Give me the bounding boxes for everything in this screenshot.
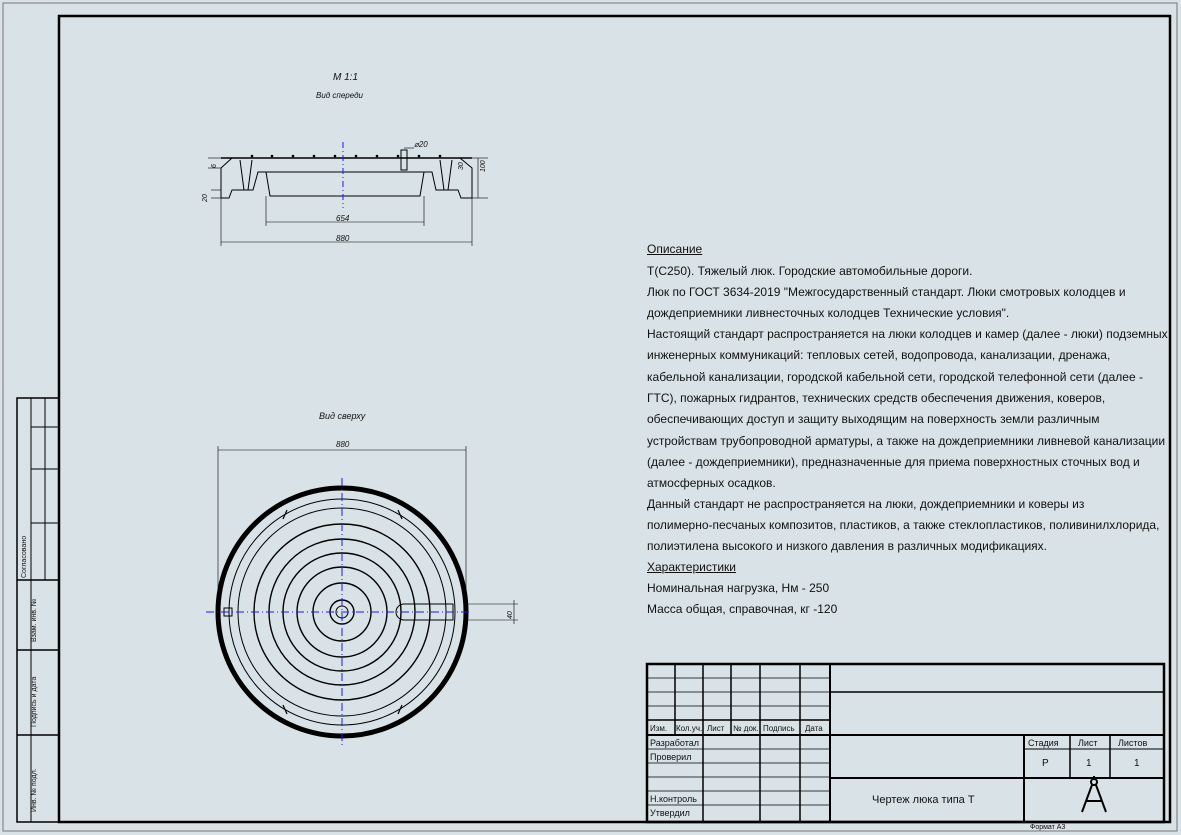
dim-h3: 20 xyxy=(202,194,209,202)
stage-label: Стадия xyxy=(1028,738,1059,748)
characteristic-line: Номинальная нагрузка, Нм - 250 xyxy=(647,581,830,595)
characteristics-heading: Характеристики xyxy=(647,560,736,574)
description-line: дождеприемники ливнесточных колодцев Технические условия". xyxy=(647,306,1010,320)
dim-hole: ⌀20 xyxy=(414,140,428,149)
description-line: кабельной канализации, городской кабельной сети, городской телефонной сети (далее - xyxy=(647,370,1143,384)
section-view xyxy=(208,148,488,246)
description-line: атмосферных осадков. xyxy=(647,476,776,490)
section-view-caption: Вид спереди xyxy=(316,91,363,100)
col-header-list: Лист xyxy=(707,724,725,733)
role-approver: Утвердил xyxy=(650,808,690,818)
description-line: полиэтилена высокого и низкого давления в различных модификациях. xyxy=(647,539,1048,553)
role-norm-control: Н.контроль xyxy=(650,794,697,804)
col-header-signature: Подпись xyxy=(763,724,795,733)
dim-height: 100 xyxy=(480,160,487,172)
top-view xyxy=(218,446,518,736)
stamp-inv-original: Инв. № подл. xyxy=(31,768,38,812)
dim-outer-width: 880 xyxy=(336,234,350,243)
sheets-value: 1 xyxy=(1134,758,1140,769)
role-checker: Проверил xyxy=(650,752,692,762)
dim-h1: 6 xyxy=(211,164,218,168)
sheets-label: Листов xyxy=(1118,738,1148,748)
description-line: обеспечивающих доступ и защиту выходящим на поверхность земли различным xyxy=(647,412,1100,426)
dim-slot: 40 xyxy=(507,611,514,619)
description-heading: Описание xyxy=(647,242,703,256)
drawing-title: Чертеж люка типа Т xyxy=(872,794,975,806)
stamp-replaced-inv: Взам. инв. № xyxy=(31,598,38,642)
description-line: Т(С250). Тяжелый люк. Городские автомобильные дороги. xyxy=(647,264,973,278)
characteristic-line: Масса общая, справочная, кг -120 xyxy=(647,602,838,616)
col-header-kolvo: Кол.уч. xyxy=(676,724,703,733)
description-line: Настоящий стандарт распространяется на люки колодцев и камер (далее - люки) подземных xyxy=(647,327,1168,341)
side-stamp xyxy=(17,398,59,822)
description-line: полимерно-песчаных композитов, пластиков, а также стеклопластиков, поливинилхлорида, xyxy=(647,518,1160,532)
stamp-sign-date: Подпись и дата xyxy=(31,676,38,727)
compass-logo-icon xyxy=(1082,776,1106,812)
col-header-doc-no: № док. xyxy=(733,724,759,733)
sheet-format: Формат А3 xyxy=(1030,824,1066,831)
description-line: инженерных коммуникаций: тепловых сетей, водопровода, канализации, дренажа, xyxy=(647,348,1111,362)
col-header-date: Дата xyxy=(805,724,823,733)
stage-value: Р xyxy=(1042,758,1049,769)
dim-h2: 30 xyxy=(458,162,465,170)
description-line: Данный стандарт не распространяется на люки, дождеприемники и коверы из xyxy=(647,497,1085,511)
dim-inner-width: 654 xyxy=(336,214,350,223)
top-view-caption: Вид сверху xyxy=(319,411,366,421)
description-line: Люк по ГОСТ 3634-2019 "Межгосударственный стандарт. Люки смотровых колодцев и xyxy=(647,285,1126,299)
stamp-agreed: Согласовано xyxy=(21,535,28,578)
role-developer: Разработал xyxy=(650,738,699,748)
section-scale-label: M 1:1 xyxy=(333,72,359,83)
description-line: устройствам трубопроводной арматуры, а также на дождеприемники ливневой канализации xyxy=(647,434,1166,448)
sheet-label: Лист xyxy=(1078,738,1098,748)
col-header-izm: Изм. xyxy=(650,724,668,733)
sheet-value: 1 xyxy=(1086,758,1092,769)
dim-top-outer: 880 xyxy=(336,440,350,449)
description-line: (далее - дождеприемники), предназначенные для приема поверхностных сточных вод и xyxy=(647,455,1140,469)
description-line: ГТС), пожарных гидрантов, технических средств обеспечения движения, коверов, xyxy=(647,391,1106,405)
